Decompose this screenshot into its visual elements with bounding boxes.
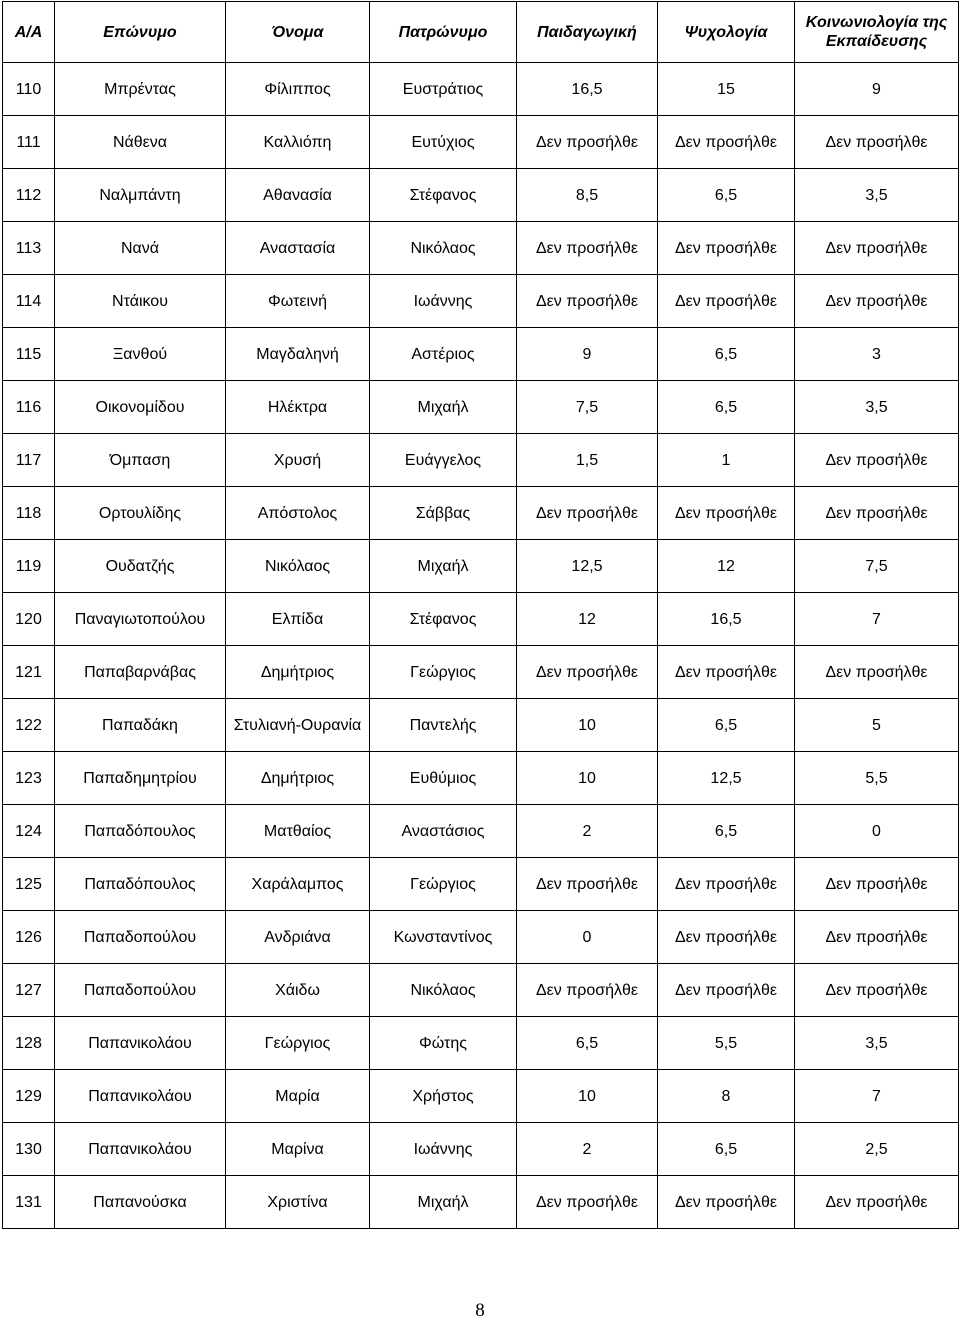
cell-first-name: Μαρίνα bbox=[226, 1123, 370, 1176]
cell-surname: Παπανικολάου bbox=[55, 1123, 226, 1176]
cell-sociology-grade: Δεν προσήλθε bbox=[795, 222, 959, 275]
cell-sociology-grade: Δεν προσήλθε bbox=[795, 964, 959, 1017]
column-header-sociology-grade: Κοινωνιολογία της Εκπαίδευσης bbox=[795, 2, 959, 63]
table-row bbox=[3, 222, 959, 275]
cell-patronymic: Ευστράτιος bbox=[370, 63, 517, 116]
table-row bbox=[3, 434, 959, 487]
cell-psychology-grade: Δεν προσήλθε bbox=[658, 964, 795, 1017]
cell-psychology-grade: Δεν προσήλθε bbox=[658, 858, 795, 911]
cell-sociology-grade: 3,5 bbox=[795, 381, 959, 434]
cell-pedagogy-grade: Δεν προσήλθε bbox=[517, 222, 658, 275]
cell-aa: 129 bbox=[3, 1070, 55, 1123]
cell-patronymic: Ιωάννης bbox=[370, 275, 517, 328]
cell-sociology-grade: 5,5 bbox=[795, 752, 959, 805]
cell-sociology-grade: Δεν προσήλθε bbox=[795, 1176, 959, 1229]
cell-pedagogy-grade: 2 bbox=[517, 1123, 658, 1176]
cell-first-name: Μαρία bbox=[226, 1070, 370, 1123]
table-row bbox=[3, 540, 959, 593]
cell-first-name: Καλλιόπη bbox=[226, 116, 370, 169]
table-row bbox=[3, 1176, 959, 1229]
cell-aa: 128 bbox=[3, 1017, 55, 1070]
cell-pedagogy-grade: 10 bbox=[517, 699, 658, 752]
cell-surname: Παπαδόπουλος bbox=[55, 805, 226, 858]
column-header-pedagogy-grade: Παιδαγωγική bbox=[517, 2, 658, 63]
cell-patronymic: Νικόλαος bbox=[370, 964, 517, 1017]
table-header-row bbox=[3, 2, 959, 63]
cell-first-name: Ελπίδα bbox=[226, 593, 370, 646]
cell-pedagogy-grade: Δεν προσήλθε bbox=[517, 646, 658, 699]
cell-psychology-grade: 6,5 bbox=[658, 169, 795, 222]
cell-pedagogy-grade: Δεν προσήλθε bbox=[517, 1176, 658, 1229]
cell-surname: Παπανικολάου bbox=[55, 1017, 226, 1070]
cell-first-name: Νικόλαος bbox=[226, 540, 370, 593]
cell-sociology-grade: 9 bbox=[795, 63, 959, 116]
column-header-first-name: Όνομα bbox=[226, 2, 370, 63]
cell-psychology-grade: Δεν προσήλθε bbox=[658, 911, 795, 964]
cell-pedagogy-grade: 12,5 bbox=[517, 540, 658, 593]
cell-psychology-grade: Δεν προσήλθε bbox=[658, 487, 795, 540]
cell-aa: 127 bbox=[3, 964, 55, 1017]
cell-first-name: Μαγδαληνή bbox=[226, 328, 370, 381]
cell-psychology-grade: Δεν προσήλθε bbox=[658, 1176, 795, 1229]
cell-psychology-grade: Δεν προσήλθε bbox=[658, 116, 795, 169]
cell-psychology-grade: 6,5 bbox=[658, 805, 795, 858]
cell-pedagogy-grade: Δεν προσήλθε bbox=[517, 858, 658, 911]
cell-patronymic: Παντελής bbox=[370, 699, 517, 752]
cell-sociology-grade: Δεν προσήλθε bbox=[795, 646, 959, 699]
table-row bbox=[3, 487, 959, 540]
cell-psychology-grade: 6,5 bbox=[658, 699, 795, 752]
cell-surname: Νάθενα bbox=[55, 116, 226, 169]
cell-patronymic: Ευθύμιος bbox=[370, 752, 517, 805]
cell-first-name: Ανδριάνα bbox=[226, 911, 370, 964]
cell-surname: Παναγιωτοπούλου bbox=[55, 593, 226, 646]
cell-patronymic: Κωνσταντίνος bbox=[370, 911, 517, 964]
cell-pedagogy-grade: 8,5 bbox=[517, 169, 658, 222]
cell-aa: 114 bbox=[3, 275, 55, 328]
cell-surname: Ντάικου bbox=[55, 275, 226, 328]
cell-psychology-grade: 12,5 bbox=[658, 752, 795, 805]
cell-patronymic: Φώτης bbox=[370, 1017, 517, 1070]
cell-first-name: Χάιδω bbox=[226, 964, 370, 1017]
cell-pedagogy-grade: Δεν προσήλθε bbox=[517, 275, 658, 328]
cell-first-name: Αναστασία bbox=[226, 222, 370, 275]
cell-patronymic: Ιωάννης bbox=[370, 1123, 517, 1176]
cell-sociology-grade: 3,5 bbox=[795, 1017, 959, 1070]
cell-surname: Ορτουλίδης bbox=[55, 487, 226, 540]
cell-surname: Παπανούσκα bbox=[55, 1176, 226, 1229]
cell-pedagogy-grade: 6,5 bbox=[517, 1017, 658, 1070]
cell-pedagogy-grade: 7,5 bbox=[517, 381, 658, 434]
cell-first-name: Αθανασία bbox=[226, 169, 370, 222]
cell-sociology-grade: 0 bbox=[795, 805, 959, 858]
cell-patronymic: Χρήστος bbox=[370, 1070, 517, 1123]
table-row bbox=[3, 858, 959, 911]
cell-psychology-grade: Δεν προσήλθε bbox=[658, 222, 795, 275]
table-row bbox=[3, 63, 959, 116]
cell-aa: 130 bbox=[3, 1123, 55, 1176]
cell-sociology-grade: Δεν προσήλθε bbox=[795, 275, 959, 328]
cell-surname: Ξανθού bbox=[55, 328, 226, 381]
cell-sociology-grade: Δεν προσήλθε bbox=[795, 116, 959, 169]
cell-surname: Παπαδοπούλου bbox=[55, 964, 226, 1017]
cell-first-name: Δημήτριος bbox=[226, 646, 370, 699]
page-number: 8 bbox=[475, 1300, 485, 1321]
cell-surname: Όμπαση bbox=[55, 434, 226, 487]
cell-sociology-grade: 7 bbox=[795, 593, 959, 646]
table-row bbox=[3, 805, 959, 858]
cell-pedagogy-grade: 10 bbox=[517, 752, 658, 805]
cell-pedagogy-grade: Δεν προσήλθε bbox=[517, 964, 658, 1017]
cell-patronymic: Στέφανος bbox=[370, 593, 517, 646]
cell-psychology-grade: 8 bbox=[658, 1070, 795, 1123]
cell-pedagogy-grade: Δεν προσήλθε bbox=[517, 487, 658, 540]
cell-pedagogy-grade: 2 bbox=[517, 805, 658, 858]
table-row bbox=[3, 169, 959, 222]
cell-aa: 111 bbox=[3, 116, 55, 169]
cell-aa: 113 bbox=[3, 222, 55, 275]
table-row bbox=[3, 911, 959, 964]
cell-patronymic: Ευάγγελος bbox=[370, 434, 517, 487]
cell-pedagogy-grade: 9 bbox=[517, 328, 658, 381]
cell-first-name: Στυλιανή-Ουρανία bbox=[226, 699, 370, 752]
cell-patronymic: Μιχαήλ bbox=[370, 381, 517, 434]
cell-aa: 117 bbox=[3, 434, 55, 487]
cell-psychology-grade: 6,5 bbox=[658, 1123, 795, 1176]
cell-aa: 125 bbox=[3, 858, 55, 911]
cell-aa: 131 bbox=[3, 1176, 55, 1229]
cell-patronymic: Αστέριος bbox=[370, 328, 517, 381]
cell-aa: 122 bbox=[3, 699, 55, 752]
cell-patronymic: Σάββας bbox=[370, 487, 517, 540]
cell-psychology-grade: 16,5 bbox=[658, 593, 795, 646]
cell-pedagogy-grade: 16,5 bbox=[517, 63, 658, 116]
cell-surname: Μπρέντας bbox=[55, 63, 226, 116]
cell-psychology-grade: 15 bbox=[658, 63, 795, 116]
cell-pedagogy-grade: 0 bbox=[517, 911, 658, 964]
cell-first-name: Δημήτριος bbox=[226, 752, 370, 805]
cell-first-name: Φίλιππος bbox=[226, 63, 370, 116]
cell-first-name: Απόστολος bbox=[226, 487, 370, 540]
table-row bbox=[3, 593, 959, 646]
cell-first-name: Χαράλαμπος bbox=[226, 858, 370, 911]
cell-patronymic: Μιχαήλ bbox=[370, 1176, 517, 1229]
grades-table bbox=[2, 1, 959, 1229]
cell-first-name: Ματθαίος bbox=[226, 805, 370, 858]
cell-sociology-grade: 5 bbox=[795, 699, 959, 752]
cell-sociology-grade: 2,5 bbox=[795, 1123, 959, 1176]
cell-pedagogy-grade: 10 bbox=[517, 1070, 658, 1123]
cell-psychology-grade: Δεν προσήλθε bbox=[658, 646, 795, 699]
cell-aa: 110 bbox=[3, 63, 55, 116]
column-header-patronymic: Πατρώνυμο bbox=[370, 2, 517, 63]
cell-aa: 115 bbox=[3, 328, 55, 381]
cell-aa: 124 bbox=[3, 805, 55, 858]
cell-surname: Παπαδόπουλος bbox=[55, 858, 226, 911]
cell-first-name: Χρυσή bbox=[226, 434, 370, 487]
cell-psychology-grade: 6,5 bbox=[658, 381, 795, 434]
cell-patronymic: Νικόλαος bbox=[370, 222, 517, 275]
cell-psychology-grade: 12 bbox=[658, 540, 795, 593]
cell-psychology-grade: 1 bbox=[658, 434, 795, 487]
cell-psychology-grade: 6,5 bbox=[658, 328, 795, 381]
column-header-aa: Α/Α bbox=[3, 2, 55, 63]
cell-surname: Νανά bbox=[55, 222, 226, 275]
cell-surname: Ναλμπάντη bbox=[55, 169, 226, 222]
cell-sociology-grade: Δεν προσήλθε bbox=[795, 911, 959, 964]
table-row bbox=[3, 1017, 959, 1070]
cell-aa: 112 bbox=[3, 169, 55, 222]
cell-surname: Παπαβαρνάβας bbox=[55, 646, 226, 699]
cell-patronymic: Μιχαήλ bbox=[370, 540, 517, 593]
cell-aa: 119 bbox=[3, 540, 55, 593]
cell-aa: 116 bbox=[3, 381, 55, 434]
table-row bbox=[3, 116, 959, 169]
column-header-psychology-grade: Ψυχολογία bbox=[658, 2, 795, 63]
cell-aa: 126 bbox=[3, 911, 55, 964]
table-row bbox=[3, 964, 959, 1017]
table-row bbox=[3, 646, 959, 699]
cell-surname: Οικονομίδου bbox=[55, 381, 226, 434]
cell-aa: 118 bbox=[3, 487, 55, 540]
cell-pedagogy-grade: 12 bbox=[517, 593, 658, 646]
cell-patronymic: Γεώργιος bbox=[370, 858, 517, 911]
cell-aa: 120 bbox=[3, 593, 55, 646]
cell-sociology-grade: Δεν προσήλθε bbox=[795, 434, 959, 487]
cell-patronymic: Γεώργιος bbox=[370, 646, 517, 699]
table-row bbox=[3, 699, 959, 752]
cell-sociology-grade: 3 bbox=[795, 328, 959, 381]
cell-surname: Παπανικολάου bbox=[55, 1070, 226, 1123]
cell-surname: Παπαδάκη bbox=[55, 699, 226, 752]
cell-patronymic: Ευτύχιος bbox=[370, 116, 517, 169]
cell-aa: 121 bbox=[3, 646, 55, 699]
cell-first-name: Γεώργιος bbox=[226, 1017, 370, 1070]
column-header-surname: Επώνυμο bbox=[55, 2, 226, 63]
cell-first-name: Φωτεινή bbox=[226, 275, 370, 328]
table-row bbox=[3, 328, 959, 381]
table-row bbox=[3, 381, 959, 434]
cell-sociology-grade: 3,5 bbox=[795, 169, 959, 222]
table-row bbox=[3, 275, 959, 328]
cell-pedagogy-grade: 1,5 bbox=[517, 434, 658, 487]
table-row bbox=[3, 1070, 959, 1123]
table-row bbox=[3, 1123, 959, 1176]
cell-surname: Ουδατζής bbox=[55, 540, 226, 593]
cell-sociology-grade: Δεν προσήλθε bbox=[795, 487, 959, 540]
cell-patronymic: Αναστάσιος bbox=[370, 805, 517, 858]
cell-first-name: Ηλέκτρα bbox=[226, 381, 370, 434]
cell-sociology-grade: Δεν προσήλθε bbox=[795, 858, 959, 911]
cell-surname: Παπαδημητρίου bbox=[55, 752, 226, 805]
cell-sociology-grade: 7 bbox=[795, 1070, 959, 1123]
cell-surname: Παπαδοπούλου bbox=[55, 911, 226, 964]
cell-psychology-grade: 5,5 bbox=[658, 1017, 795, 1070]
cell-psychology-grade: Δεν προσήλθε bbox=[658, 275, 795, 328]
cell-sociology-grade: 7,5 bbox=[795, 540, 959, 593]
cell-aa: 123 bbox=[3, 752, 55, 805]
cell-first-name: Χριστίνα bbox=[226, 1176, 370, 1229]
table-body bbox=[3, 63, 959, 1229]
table-row bbox=[3, 752, 959, 805]
cell-patronymic: Στέφανος bbox=[370, 169, 517, 222]
cell-pedagogy-grade: Δεν προσήλθε bbox=[517, 116, 658, 169]
